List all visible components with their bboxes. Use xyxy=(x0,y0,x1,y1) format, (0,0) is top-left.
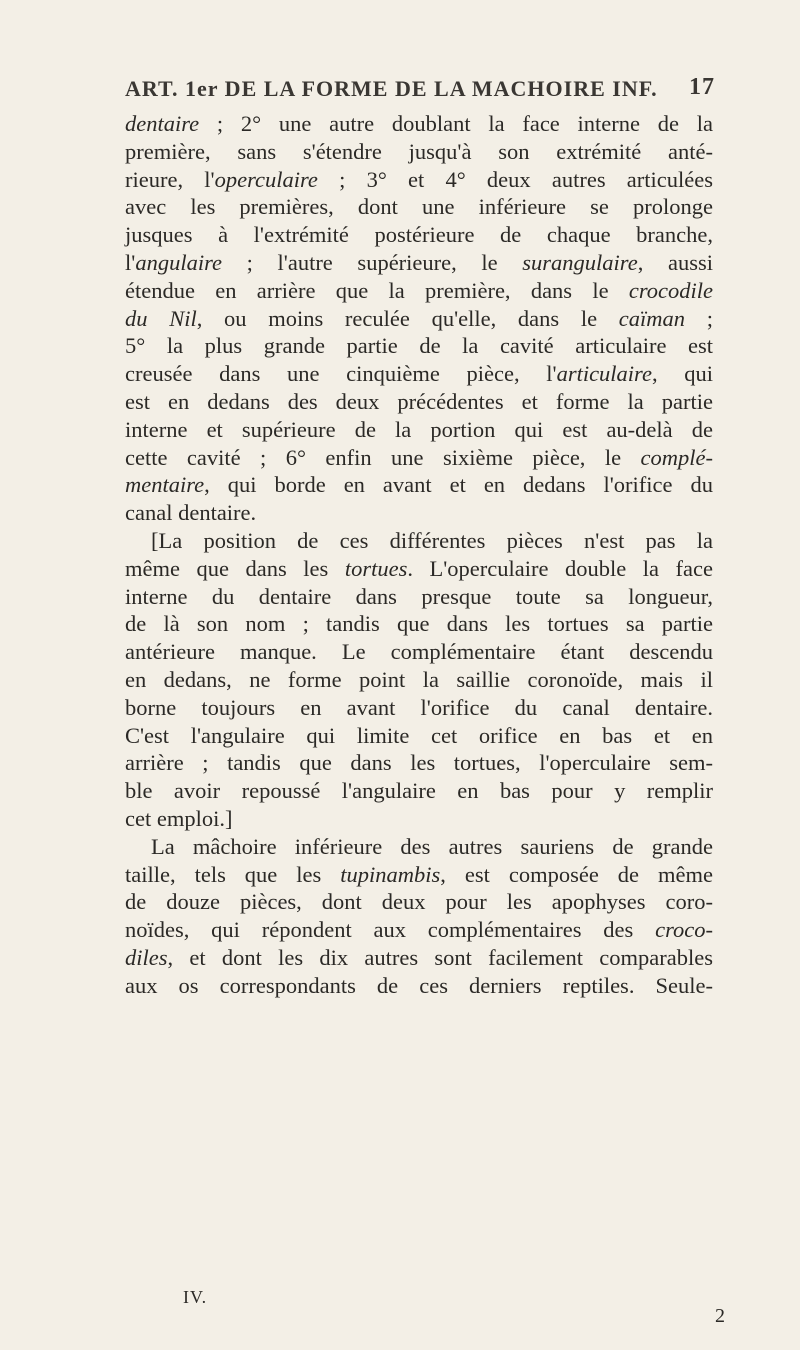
text-line: avec les premières, dont une inférieure se prolonge xyxy=(125,194,713,220)
text-line: noïdes, qui répondent aux complémentaires des croco- xyxy=(125,917,713,943)
text-line: de là son nom ; tandis que dans les tortues sa partie xyxy=(125,611,713,637)
paragraph-3 xyxy=(125,833,713,1000)
text-line: est en dedans des deux précédentes et forme la partie xyxy=(125,388,713,414)
text-line: l'angulaire ; l'autre supérieure, le surangulaire, aussi xyxy=(125,249,714,275)
text-line: première, sans s'étendre jusqu'à son extrémité anté- xyxy=(125,138,713,164)
text-line: interne et supérieure de la portion qui est au-delà de xyxy=(125,416,713,442)
text-line: aux os correspondants de ces derniers reptiles. Seule- xyxy=(125,972,713,998)
text-line: mentaire, qui borde en avant et en dedans l'orifice du xyxy=(125,472,713,498)
running-head xyxy=(125,76,715,102)
text-line: étendue en arrière que la première, dans le crocodile xyxy=(125,277,713,303)
text-line: taille, tels que les tupinambis, est composée de même xyxy=(125,861,713,887)
text-line: C'est l'angulaire qui limite cet orifice en bas et en xyxy=(125,722,713,748)
text-line: jusques à l'extrémité postérieure de chaque branche, xyxy=(125,222,713,248)
text-line: arrière ; tandis que dans les tortues, l'operculaire sem- xyxy=(125,750,713,776)
text-line: canal dentaire. xyxy=(125,500,257,526)
text-line: cet emploi.] xyxy=(125,805,233,831)
page-number: 17 xyxy=(689,74,715,100)
text-line: La mâchoire inférieure des autres sauriens de grande xyxy=(151,833,713,859)
text-line: cette cavité ; 6° enfin une sixième pièce, le complé- xyxy=(125,444,713,470)
sheet-number: 2 xyxy=(715,1305,725,1327)
text-line: même que dans les tortues. L'operculaire double la face xyxy=(125,555,713,581)
text-line: dentaire ; 2° une autre doublant la face interne de la xyxy=(125,111,713,136)
text-line: du Nil, ou moins reculée qu'elle, dans le caïman ; xyxy=(125,305,713,331)
text-line: ble avoir repoussé l'angulaire en bas pour y remplir xyxy=(125,778,713,804)
text-line: creusée dans une cinquième pièce, l'articulaire, qui xyxy=(125,361,713,387)
text-line: interne du dentaire dans presque toute sa longueur, xyxy=(125,583,713,609)
signature-mark: IV. xyxy=(183,1287,208,1307)
text-line: 5° la plus grande partie de la cavité articulaire est xyxy=(125,333,713,359)
text-line: [La position de ces différentes pièces n'est pas la xyxy=(151,527,713,553)
text-line: en dedans, ne forme point la saillie coronoïde, mais il xyxy=(125,666,713,692)
paragraph-1 xyxy=(125,110,713,527)
text-line: de douze pièces, dont deux pour les apophyses coro- xyxy=(125,889,713,915)
text-line: diles, et dont les dix autres sont facilement comparables xyxy=(125,944,713,970)
text-line: borne toujours en avant l'orifice du canal dentaire. xyxy=(125,694,713,720)
paragraph-2-bracketed-note xyxy=(125,527,713,833)
text-line: rieure, l'operculaire ; 3° et 4° deux autres articulées xyxy=(125,166,714,192)
body-text xyxy=(125,110,713,1000)
running-head-title: ART. 1er DE LA FORME DE LA MACHOIRE INF. xyxy=(125,76,658,101)
text-line: antérieure manque. Le complémentaire étant descendu xyxy=(125,639,713,665)
